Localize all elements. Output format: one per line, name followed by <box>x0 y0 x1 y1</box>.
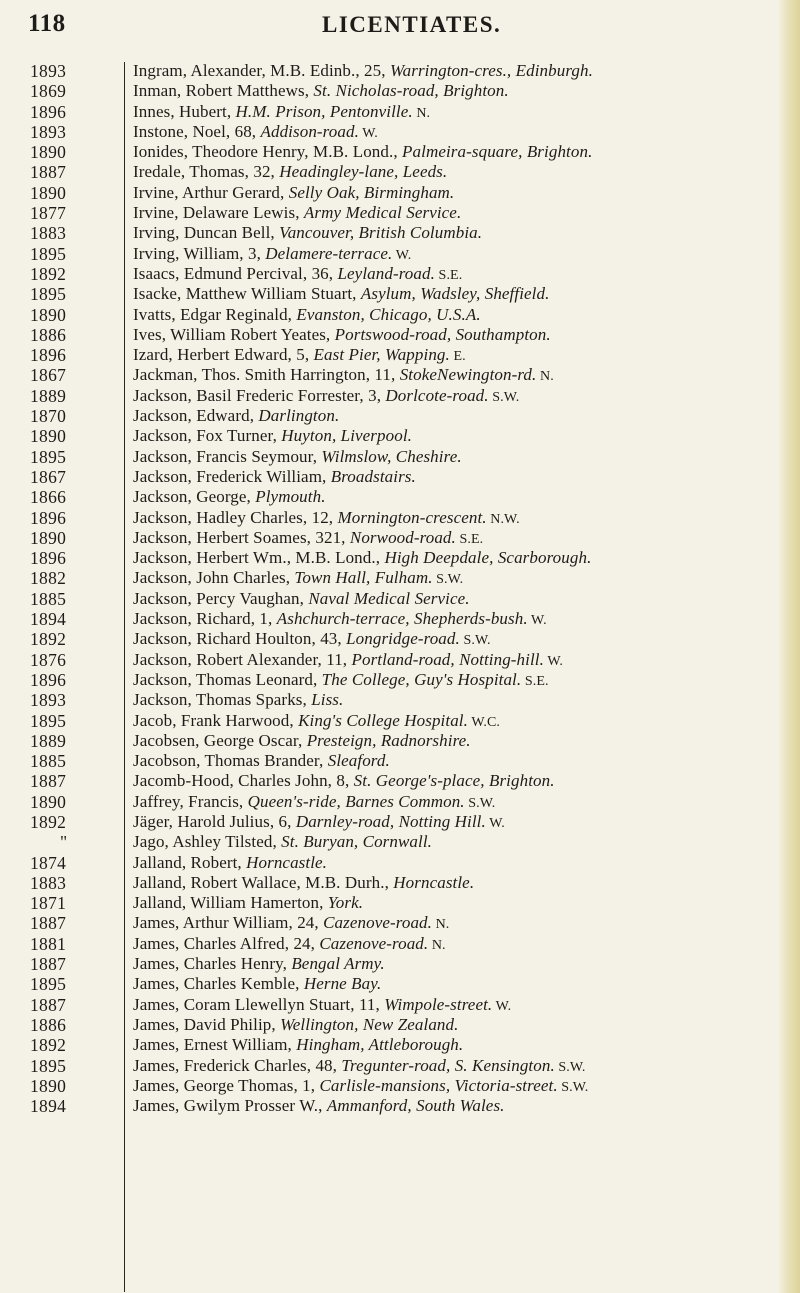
entry-name: Jackson, Hadley Charles, 12, <box>133 507 338 527</box>
entry-address: Plymouth. <box>255 487 326 507</box>
entry-year: " <box>60 832 68 853</box>
entry-year: 1887 <box>30 913 67 934</box>
entry-text <box>133 183 454 205</box>
entry-year: 1892 <box>30 811 67 832</box>
entry-year: 1867 <box>30 365 67 386</box>
entry-district: W.C. <box>467 714 500 730</box>
entry-address: Town Hall, Fulham. <box>294 568 433 588</box>
entry-year: 1867 <box>30 466 67 487</box>
entry-name: Jackson, Robert Alexander, 11, <box>133 649 352 669</box>
entry-text <box>133 995 511 1017</box>
entry-year: 1887 <box>30 994 67 1015</box>
entry-name: Inman, Robert Matthews, <box>133 81 314 101</box>
entry-name: James, Charles Henry, <box>133 954 292 974</box>
entry-text <box>133 61 593 83</box>
entry-text <box>133 142 592 164</box>
entry-text <box>133 629 491 651</box>
entry-name: Jackson, Herbert Wm., M.B. Lond., <box>133 548 385 568</box>
entry-name: Jackson, George, <box>133 487 256 507</box>
entry-address: Wimpole-street. <box>384 994 493 1014</box>
list-item <box>0 832 800 852</box>
entry-address: Norwood-road. <box>349 527 456 547</box>
entry-name: Ivatts, Edgar Reginald, <box>133 304 297 324</box>
entry-name: Ives, William Robert Yeates, <box>133 324 335 344</box>
entry-address: Presteign, Radnorshire. <box>306 730 471 750</box>
entry-address: Asylum, Wadsley, Sheffield. <box>360 284 550 304</box>
entry-district: S.E. <box>521 673 549 689</box>
entry-year: 1889 <box>30 385 67 406</box>
entry-year: 1892 <box>30 629 67 650</box>
entry-name: Jackson, Percy Vaughan, <box>133 588 309 608</box>
entry-name: Izard, Herbert Edward, 5, <box>133 345 314 365</box>
entry-district: N. <box>536 369 554 385</box>
entry-address: Hingham, Attleborough. <box>296 1035 464 1055</box>
entry-name: Isaacs, Edmund Percival, 36, <box>133 263 338 283</box>
entry-year: 1874 <box>30 852 67 873</box>
entry-address: Cazenove-road. <box>319 933 429 953</box>
entry-year: 1896 <box>30 507 67 528</box>
entry-year: 1893 <box>30 61 67 81</box>
entry-text <box>133 203 461 225</box>
entry-name: James, Arthur William, 24, <box>133 913 324 933</box>
entry-name: Instone, Noel, 68, <box>133 121 261 141</box>
entry-text <box>133 832 432 854</box>
list-item <box>0 183 800 203</box>
entry-text <box>133 305 481 327</box>
entry-text <box>133 325 551 347</box>
entry-district: E. <box>449 349 466 365</box>
entry-year: 1885 <box>30 588 67 609</box>
entry-year: 1895 <box>30 243 67 264</box>
entry-name: Jalland, William Hamerton, <box>133 893 328 913</box>
entry-name: Irving, Duncan Bell, <box>133 223 280 243</box>
entry-address: Cazenove-road. <box>323 913 432 933</box>
list-item <box>0 162 800 182</box>
entry-year: 1895 <box>30 974 67 995</box>
entry-name: Jalland, Robert, <box>133 852 247 872</box>
entry-name: Jackson, Herbert Soames, 321, <box>133 527 350 547</box>
entry-text <box>133 386 519 408</box>
list-item <box>0 548 800 568</box>
entry-address: H.M. Prison, Pentonville. <box>235 101 413 121</box>
entry-district: N. <box>412 105 431 121</box>
list-item <box>0 1076 800 1096</box>
entry-text <box>133 548 591 570</box>
entry-district: W. <box>485 815 505 831</box>
entry-text <box>133 792 495 814</box>
entry-year: 1882 <box>30 568 67 589</box>
entry-year: 1877 <box>30 203 67 224</box>
entry-name: Jackson, Francis Seymour, <box>133 446 322 466</box>
entry-address: Vancouver, British Columbia. <box>279 223 483 243</box>
entry-text <box>133 670 549 692</box>
list-item <box>0 690 800 710</box>
entry-address: Huyton, Liverpool. <box>281 426 412 446</box>
entry-district: W. <box>492 998 512 1014</box>
entry-year: 1887 <box>30 162 67 183</box>
entry-name: Isacke, Matthew William Stuart, <box>133 284 361 304</box>
entry-text <box>133 406 339 428</box>
entry-district: W. <box>543 653 563 669</box>
entry-address: Delamere-terrace. <box>265 243 393 263</box>
list-item <box>0 629 800 649</box>
entry-district: S.W. <box>459 633 491 649</box>
entry-text <box>133 1096 505 1118</box>
entry-address: Bengal Army. <box>291 954 385 974</box>
entry-name: James, Frederick Charles, 48, <box>133 1055 342 1075</box>
entry-text <box>133 650 563 672</box>
entry-name: James, David Philip, <box>133 1014 281 1034</box>
entry-text <box>133 365 554 387</box>
list-item <box>0 893 800 913</box>
list-item <box>0 995 800 1015</box>
entry-text <box>133 751 390 773</box>
list-item <box>0 589 800 609</box>
entry-text <box>133 528 483 550</box>
entry-text <box>133 913 449 935</box>
entry-address: Dorlcote-road. <box>385 385 489 405</box>
entry-district: W. <box>527 613 547 629</box>
list-item <box>0 1015 800 1035</box>
entry-text <box>133 1035 463 1057</box>
list-item <box>0 731 800 751</box>
entry-year: 1895 <box>30 710 67 731</box>
entry-text <box>133 244 411 266</box>
list-item <box>0 426 800 446</box>
entry-text <box>133 264 462 286</box>
entry-name: Jacob, Frank Harwood, <box>133 710 299 730</box>
entry-address: Wellington, New Zealand. <box>280 1014 459 1034</box>
list-item <box>0 203 800 223</box>
entry-text <box>133 934 446 956</box>
entry-name: Ingram, Alexander, M.B. Edinb., 25, <box>133 61 390 80</box>
entry-year: 1890 <box>30 142 67 163</box>
entry-text <box>133 508 520 530</box>
entry-address: Sleaford. <box>327 751 390 771</box>
entry-name: James, Coram Llewellyn Stuart, 11, <box>133 994 385 1014</box>
entry-address: Darnley-road, Notting Hill. <box>295 811 486 831</box>
entry-district: S.E. <box>434 267 463 283</box>
entry-name: Irving, William, 3, <box>133 243 266 263</box>
list-item <box>0 264 800 284</box>
entry-address: Queen's-ride, Barnes Common. <box>247 791 465 811</box>
entry-text <box>133 731 471 753</box>
entry-text <box>133 873 474 895</box>
entry-year: 1871 <box>30 893 67 914</box>
entry-year: 1886 <box>30 324 67 345</box>
entry-year: 1893 <box>30 121 67 142</box>
entry-year: 1890 <box>30 182 67 203</box>
entry-year: 1890 <box>30 426 67 447</box>
list-item <box>0 305 800 325</box>
list-item <box>0 142 800 162</box>
entry-name: Jalland, Robert Wallace, M.B. Durh., <box>133 872 394 892</box>
entry-year: 1890 <box>30 1075 67 1096</box>
entry-address: St. Buryan, Cornwall. <box>281 832 433 852</box>
entry-district: S.W. <box>554 1059 586 1075</box>
list-item <box>0 386 800 406</box>
entry-year: 1890 <box>30 304 67 325</box>
entry-name: James, Gwilym Prosser W., <box>133 1096 327 1116</box>
list-item <box>0 467 800 487</box>
entry-address: The College, Guy's Hospital. <box>321 669 522 689</box>
entry-address: Darlington. <box>258 406 340 426</box>
entry-year: 1870 <box>30 406 67 427</box>
entry-address: Addison-road. <box>260 121 359 141</box>
entry-address: King's College Hospital. <box>298 710 468 730</box>
entry-year: 1887 <box>30 771 67 792</box>
entry-year: 1896 <box>30 345 67 366</box>
entry-name: Jaffrey, Francis, <box>133 791 248 811</box>
entry-address: Herne Bay. <box>303 974 382 994</box>
list-item <box>0 670 800 690</box>
list-item <box>0 406 800 426</box>
list-item <box>0 223 800 243</box>
entry-year: 1876 <box>30 649 67 670</box>
list-item <box>0 650 800 670</box>
entry-district: N.W. <box>486 511 520 527</box>
entry-year: 1895 <box>30 446 67 467</box>
entry-text <box>133 345 466 367</box>
list-item <box>0 853 800 873</box>
entry-year: 1887 <box>30 954 67 975</box>
entry-district: N. <box>428 937 446 953</box>
entry-text <box>133 690 343 712</box>
entry-text <box>133 812 505 834</box>
entry-name: James, George Thomas, 1, <box>133 1075 320 1095</box>
entry-name: Innes, Hubert, <box>133 101 236 121</box>
entry-district: S.W. <box>557 1079 589 1095</box>
list-item <box>0 751 800 771</box>
entry-district: S.W. <box>464 795 496 811</box>
list-item <box>0 873 800 893</box>
list-item <box>0 1056 800 1076</box>
entry-year: 1883 <box>30 223 67 244</box>
entry-address: Mornington-crescent. <box>337 507 487 527</box>
page-header <box>0 8 800 48</box>
entry-address: Leyland-road. <box>337 263 435 283</box>
entry-address: High Deepdale, Scarborough. <box>384 548 592 568</box>
entry-text <box>133 974 381 996</box>
list-item <box>0 284 800 304</box>
entry-text <box>133 487 326 509</box>
entry-name: James, Ernest William, <box>133 1035 297 1055</box>
entry-district: S.E. <box>455 531 484 547</box>
entry-name: Irvine, Arthur Gerard, <box>133 182 289 202</box>
list-item <box>0 812 800 832</box>
entry-year: 1883 <box>30 872 67 893</box>
entry-name: Jäger, Harold Julius, 6, <box>133 811 296 831</box>
entry-year: 1866 <box>30 487 67 508</box>
entry-text <box>133 447 462 469</box>
entry-address: Portland-road, Notting-hill. <box>351 649 544 669</box>
entry-name: Jackson, Basil Frederic Forrester, 3, <box>133 385 386 405</box>
entry-name: Jackson, Thomas Leonard, <box>133 669 322 689</box>
entry-year: 1889 <box>30 730 67 751</box>
entry-address: Selly Oak, Birmingham. <box>288 182 455 202</box>
entry-district: N. <box>432 917 450 933</box>
entry-text <box>133 609 547 631</box>
entry-text <box>133 426 412 448</box>
entry-address: York. <box>327 893 364 913</box>
entry-text <box>133 467 416 489</box>
entry-name: Iredale, Thomas, 32, <box>133 162 280 182</box>
list-item <box>0 1096 800 1116</box>
entry-name: Jago, Ashley Tilsted, <box>133 832 282 852</box>
entry-text <box>133 1056 586 1078</box>
entry-year: 1896 <box>30 548 67 569</box>
entry-year: 1896 <box>30 101 67 122</box>
running-title: LICENTIATES. <box>322 12 502 37</box>
list-item <box>0 244 800 264</box>
list-item <box>0 508 800 528</box>
entry-district: S.W. <box>432 572 464 588</box>
entry-name: Jackson, Fox Turner, <box>133 426 282 446</box>
entry-address: Palmeira-square, Brighton. <box>402 142 593 162</box>
entry-year: 1890 <box>30 527 67 548</box>
entry-name: Ionides, Theodore Henry, M.B. Lond., <box>133 142 403 162</box>
list-item <box>0 771 800 791</box>
entry-text <box>133 568 463 590</box>
entry-name: Jacobson, Thomas Brander, <box>133 751 328 771</box>
entry-district: S.W. <box>488 389 520 405</box>
entry-year: 1894 <box>30 1096 67 1117</box>
list-item <box>0 1035 800 1055</box>
entry-name: Jackson, Thomas Sparks, <box>133 690 312 710</box>
entry-year: 1892 <box>30 263 67 284</box>
entry-address: East Pier, Wapping. <box>313 345 450 365</box>
entry-name: Jackson, Frederick William, <box>133 466 331 486</box>
entry-address: Wilmslow, Cheshire. <box>321 446 462 466</box>
entry-name: Irvine, Delaware Lewis, <box>133 203 304 223</box>
entry-address: Army Medical Service. <box>303 203 462 223</box>
entry-text <box>133 893 363 915</box>
entry-name: James, Charles Kemble, <box>133 974 304 994</box>
list-item <box>0 81 800 101</box>
entry-text <box>133 122 378 144</box>
entry-text <box>133 711 500 733</box>
entry-name: Jackson, Richard, 1, <box>133 609 277 629</box>
entry-address: Warrington-cres., Edinburgh. <box>389 61 593 80</box>
entry-address: Horncastle. <box>246 852 328 872</box>
list-item <box>0 954 800 974</box>
entry-year: 1893 <box>30 690 67 711</box>
entry-address: Longridge-road. <box>346 629 460 649</box>
entry-year: 1885 <box>30 751 67 772</box>
entry-name: Jacobsen, George Oscar, <box>133 730 307 750</box>
entry-address: St. George's-place, Brighton. <box>353 771 555 791</box>
entry-address: Ashchurch-terrace, Shepherds-bush. <box>276 609 528 629</box>
list-item <box>0 487 800 507</box>
entry-text <box>133 954 385 976</box>
entry-year: 1890 <box>30 791 67 812</box>
entry-text <box>133 102 430 124</box>
entry-address: Broadstairs. <box>330 466 416 486</box>
entry-text <box>133 284 549 306</box>
list-item <box>0 345 800 365</box>
entry-text <box>133 1076 588 1098</box>
list-item <box>0 122 800 142</box>
entry-address: Headingley-lane, Leeds. <box>279 162 448 182</box>
list-item <box>0 365 800 385</box>
list-item <box>0 568 800 588</box>
list-item <box>0 447 800 467</box>
entry-name: Jacomb-Hood, Charles John, 8, <box>133 771 354 791</box>
list-item <box>0 102 800 122</box>
entry-district: W. <box>358 125 378 141</box>
entry-address: St. Nicholas-road, Brighton. <box>313 81 509 101</box>
entry-name: Jackson, Richard Houlton, 43, <box>133 629 347 649</box>
entry-address: Naval Medical Service. <box>308 588 470 608</box>
licentiate-list <box>0 61 800 1116</box>
list-item <box>0 913 800 933</box>
entry-name: James, Charles Alfred, 24, <box>133 933 320 953</box>
entry-year: 1886 <box>30 1014 67 1035</box>
entry-address: Evanston, Chicago, U.S.A. <box>296 304 481 324</box>
list-item <box>0 974 800 994</box>
list-item <box>0 609 800 629</box>
entry-address: Ammanford, South Wales. <box>326 1096 505 1116</box>
entry-text <box>133 81 509 103</box>
entry-year: 1892 <box>30 1035 67 1056</box>
list-item <box>0 711 800 731</box>
entry-address: StokeNewington-rd. <box>399 365 537 385</box>
entry-address: Portswood-road, Southampton. <box>334 324 551 344</box>
entry-year: 1896 <box>30 669 67 690</box>
list-item <box>0 325 800 345</box>
entry-text <box>133 853 327 875</box>
list-item <box>0 934 800 954</box>
page-number: 118 <box>28 10 66 37</box>
entry-year: 1881 <box>30 933 67 954</box>
list-item <box>0 792 800 812</box>
entry-district: W. <box>392 247 412 263</box>
entry-address: Tregunter-road, S. Kensington. <box>341 1055 555 1075</box>
entry-address: Horncastle. <box>393 872 475 892</box>
entry-name: Jackson, Edward, <box>133 406 259 426</box>
entry-year: 1895 <box>30 1055 67 1076</box>
entry-text <box>133 771 555 793</box>
entry-year: 1895 <box>30 284 67 305</box>
entry-name: Jackman, Thos. Smith Harrington, 11, <box>133 365 400 385</box>
entry-year: 1869 <box>30 81 67 102</box>
entry-year: 1894 <box>30 609 67 630</box>
list-item <box>0 528 800 548</box>
entry-text <box>133 1015 458 1037</box>
entry-text <box>133 589 470 611</box>
entry-text <box>133 162 447 184</box>
list-item <box>0 61 800 81</box>
entry-name: Jackson, John Charles, <box>133 568 295 588</box>
entry-address: Carlisle-mansions, Victoria-street. <box>319 1075 558 1095</box>
entry-address: Liss. <box>311 690 344 710</box>
entry-text <box>133 223 482 245</box>
